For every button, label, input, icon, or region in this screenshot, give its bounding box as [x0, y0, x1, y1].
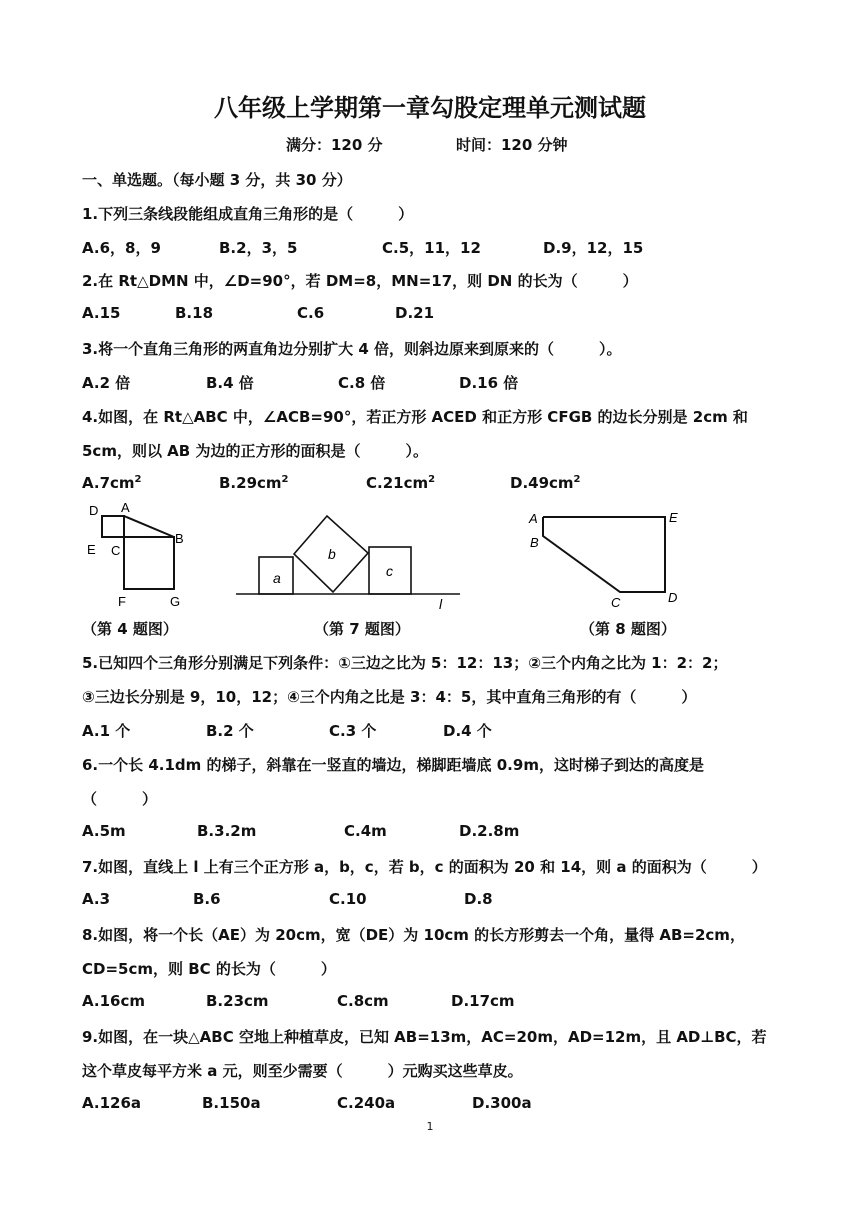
q4-option-d: $D.49cm^2$: [510, 474, 581, 492]
page-number: 1: [426, 1120, 434, 1133]
q8-option-c: C.8cm: [337, 992, 389, 1010]
q6-option-c: C.4m: [344, 822, 387, 840]
q5-option-b: B.2 个: [206, 722, 254, 740]
fig4-label-c: C: [111, 543, 121, 558]
question-3: 3.将一个直角三角形的两直角边分别扩大 4 倍，则斜边原来到原来的（ ）。: [82, 340, 622, 358]
q5-option-c: C.3 个: [329, 722, 377, 740]
q8-option-b: B.23cm: [206, 992, 269, 1010]
fig4-label-f: F: [118, 594, 126, 609]
q6-option-d: D.2.8m: [459, 822, 520, 840]
fig4-label-g: G: [170, 594, 181, 609]
question-2: 2.在 Rt△DMN 中，∠D=90°，若 DM=8，MN=17，则 DN 的长为（ ）: [82, 272, 638, 290]
q3-option-a: A.2 倍: [82, 374, 131, 392]
figure-8: [525, 504, 695, 610]
q7-option-a: A.3: [82, 890, 111, 908]
q1-option-d: D.9，12，15: [543, 239, 644, 257]
figure-7-caption: （第 7 题图）: [314, 620, 410, 638]
question-1: 1.下列三条线段能组成直角三角形的是（ ）: [82, 205, 414, 223]
fig7-label-l: l: [439, 596, 443, 612]
q8-option-a: A.16cm: [82, 992, 145, 1010]
fig4-label-b: B: [175, 531, 184, 546]
fig7-label-c: c: [386, 563, 393, 579]
q9-option-b: B.150a: [202, 1094, 261, 1112]
fig4-label-d: D: [89, 503, 99, 518]
question-7: 7.如图，直线上 l 上有三个正方形 a，b，c，若 b，c 的面积为 20 和 14，则 a 的面积为（ ）: [82, 858, 767, 876]
figure-4-caption: （第 4 题图）: [82, 620, 178, 638]
question-4-line-2: 5cm，则以 AB 为边的正方形的面积是（ ）。: [82, 442, 428, 460]
fig8-label-a: A: [529, 511, 538, 526]
section-heading: 一、单选题。（每小题 3 分，共 30 分）: [82, 171, 352, 189]
q1-option-b: B.2，3，5: [219, 239, 298, 257]
question-9-line-2: 这个草皮每平方米 a 元，则至少需要（ ）元购买这些草皮。: [82, 1062, 523, 1080]
question-6-line-1: 6.一个长 4.1dm 的梯子，斜靠在一竖直的墙边，梯脚距墙底 0.9m，这时梯子到达的高度是: [82, 756, 704, 774]
fig8-label-d: D: [668, 590, 678, 605]
fig8-label-e: E: [669, 510, 678, 525]
question-6-line-2: （ ）: [82, 790, 158, 808]
question-9-line-1: 9.如图，在一块△ABC 空地上种植草皮，已知 AB=13m，AC=20m，AD=12m，且 AD⊥BC，若: [82, 1028, 767, 1046]
q6-option-b: B.3.2m: [197, 822, 257, 840]
q6-option-a: A.5m: [82, 822, 126, 840]
figure-7: [232, 508, 464, 613]
q2-option-a: A.15: [82, 304, 121, 322]
q2-option-c: C.6: [297, 304, 325, 322]
q9-option-d: D.300a: [472, 1094, 532, 1112]
fig8-label-c: C: [611, 595, 621, 610]
question-5-line-2: ③三边长分别是 9，10，12；④三个内角之比是 3：4：5，其中直角三角形的有（ ）: [82, 688, 697, 706]
q2-option-d: D.21: [395, 304, 435, 322]
q9-option-c: C.240a: [337, 1094, 396, 1112]
q3-option-b: B.4 倍: [206, 374, 254, 392]
q9-option-a: A.126a: [82, 1094, 142, 1112]
fig7-label-a: a: [273, 570, 281, 586]
page-title: 八年级上学期第一章勾股定理单元测试题: [214, 94, 646, 122]
question-4-line-1: 4.如图，在 Rt△ABC 中，∠ACB=90°，若正方形 ACED 和正方形 CFGB 的边长分别是 2cm 和: [82, 408, 748, 426]
fig8-label-b: B: [530, 535, 539, 550]
figure-4: [80, 498, 200, 613]
q2-option-b: B.18: [175, 304, 214, 322]
q7-option-d: D.8: [464, 890, 493, 908]
q8-option-d: D.17cm: [451, 992, 515, 1010]
q5-option-a: A.1 个: [82, 722, 131, 740]
figure-8-caption: （第 8 题图）: [580, 620, 676, 638]
time-limit: 时间：120 分钟: [456, 136, 568, 154]
q3-option-c: C.8 倍: [338, 374, 386, 392]
q7-option-c: C.10: [329, 890, 367, 908]
fig7-label-b: b: [328, 546, 336, 562]
fig4-label-a: A: [121, 500, 130, 515]
q7-option-b: B.6: [193, 890, 221, 908]
q4-option-c: $C.21cm^2$: [366, 474, 436, 492]
q3-option-d: D.16 倍: [459, 374, 519, 392]
question-8-line-1: 8.如图，将一个长（AE）为 20cm，宽（DE）为 10cm 的长方形剪去一个角，量得 AB=2cm，: [82, 926, 745, 944]
question-5-line-1: 5.已知四个三角形分别满足下列条件：①三边之比为 5：12：13；②三个内角之比为 1：2：2；: [82, 654, 728, 672]
full-score: 满分：120 分: [286, 136, 383, 154]
fig4-label-e: E: [87, 542, 96, 557]
q4-option-b: $B.29cm^2$: [219, 474, 289, 492]
q5-option-d: D.4 个: [443, 722, 492, 740]
q1-option-a: A.6，8，9: [82, 239, 161, 257]
q1-option-c: C.5，11，12: [382, 239, 481, 257]
question-8-line-2: CD=5cm，则 BC 的长为（ ）: [82, 960, 336, 978]
q4-option-a: $A.7cm^2$: [82, 474, 142, 492]
